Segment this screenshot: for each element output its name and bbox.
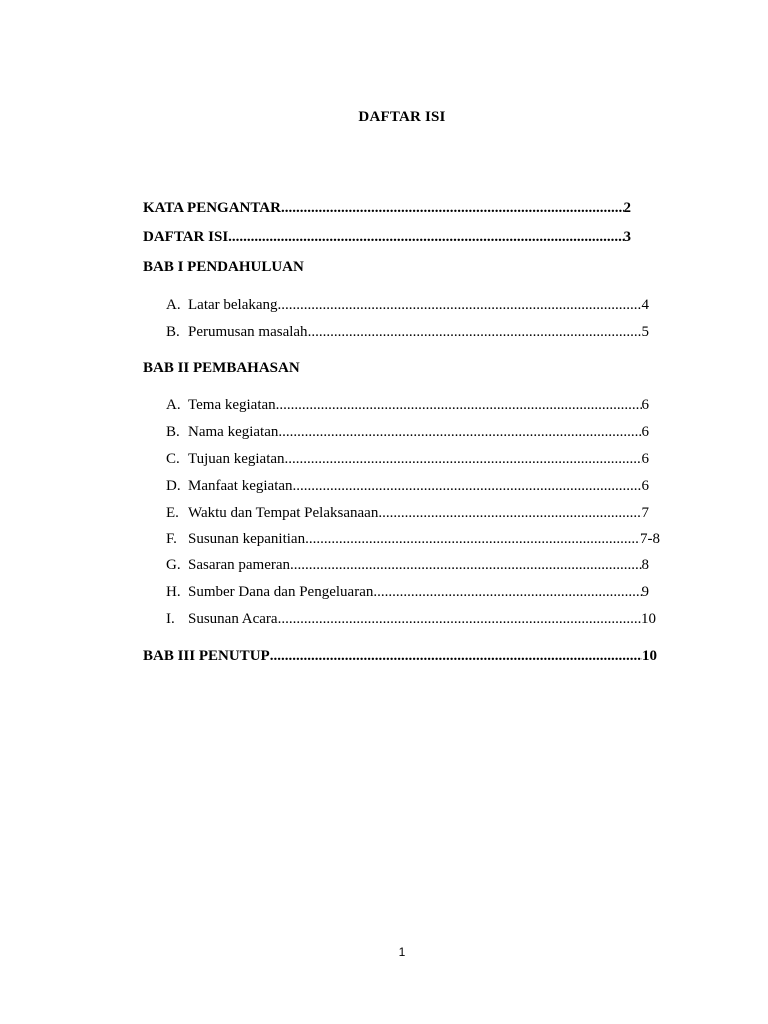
toc-subentry-label: Manfaat kegiatan: [188, 478, 293, 494]
toc-subentry-page: 4: [641, 297, 649, 313]
toc-subentry: [166, 396, 649, 414]
toc-subentry-letter: B.: [166, 424, 180, 440]
dot-leader: [278, 423, 641, 441]
toc-subentry-letter: E.: [166, 505, 179, 521]
dot-leader: [378, 504, 641, 522]
toc-subentry-letter: G.: [166, 557, 181, 573]
toc-subentry: [166, 477, 649, 495]
dot-leader: [276, 396, 642, 414]
toc-subentry: [166, 450, 649, 468]
dot-leader: [373, 583, 641, 601]
toc-subentry-page: 6: [641, 424, 649, 440]
toc-subentry: [166, 530, 660, 548]
toc-subentry-letter: C.: [166, 451, 180, 467]
toc-subentry-page: 7-8: [640, 531, 660, 547]
toc-subentry-letter: D.: [166, 478, 181, 494]
toc-subentry-letter: A.: [166, 297, 181, 313]
toc-subentry-page: 9: [641, 584, 649, 600]
toc-subentry-label: Susunan kepanitian: [188, 531, 306, 547]
toc-entry-label: BAB III PENUTUP: [143, 648, 270, 664]
toc-entry-page: 2: [623, 200, 631, 216]
toc-subentry-label: Sumber Dana dan Pengeluaran: [188, 584, 374, 600]
toc-subentry-label: Susunan Acara: [188, 611, 278, 627]
toc-entry-page: 10: [642, 648, 657, 664]
toc-subentry: [166, 556, 649, 574]
toc-subentry-page: 5: [641, 324, 649, 340]
toc-subentry-page: 6: [641, 451, 649, 467]
dot-leader: [278, 296, 642, 314]
toc-subentry: [166, 610, 656, 628]
toc-subentry: [166, 504, 649, 522]
toc-subentry: [166, 296, 649, 314]
toc-subentry-letter: A.: [166, 397, 181, 413]
dot-leader: [290, 556, 641, 574]
dot-leader: [281, 199, 624, 217]
toc-subentry-label: Tujuan kegiatan: [188, 451, 285, 467]
toc-subentry-page: 6: [641, 397, 649, 413]
toc-entry-label: KATA PENGANTAR: [143, 200, 281, 216]
toc-subentry: [166, 423, 649, 441]
toc-subentry-label: Perumusan masalah: [188, 324, 308, 340]
toc-entry-label: DAFTAR ISI: [143, 229, 229, 245]
chapter-heading-bab2: BAB II PEMBAHASAN: [143, 360, 300, 376]
toc-subentry-page: 10: [641, 611, 656, 627]
toc-subentry-page: 8: [641, 557, 649, 573]
toc-subentry-letter: B.: [166, 324, 180, 340]
toc-entry-daftar-isi: [143, 228, 631, 246]
toc-subentry-page: 7: [641, 505, 649, 521]
dot-leader: [308, 323, 642, 341]
toc-subentry-letter: I.: [166, 611, 175, 627]
toc-entry-kata-pengantar: [143, 199, 631, 217]
dot-leader: [293, 477, 642, 495]
chapter-heading-bab1: BAB I PENDAHULUAN: [143, 259, 304, 275]
toc-subentry-label: Sasaran pameran: [188, 557, 291, 573]
dot-leader: [278, 610, 641, 628]
toc-entry-bab3: [143, 647, 657, 665]
toc-subentry-label: Waktu dan Tempat Pelaksanaan: [188, 505, 379, 521]
dot-leader: [228, 228, 623, 246]
toc-subentry-label: Tema kegiatan: [188, 397, 276, 413]
toc-subentry-label: Nama kegiatan: [188, 424, 279, 440]
dot-leader: [285, 450, 642, 468]
toc-subentry-letter: F.: [166, 531, 177, 547]
dot-leader: [305, 530, 640, 548]
toc-subentry-page: 6: [641, 478, 649, 494]
dot-leader: [270, 647, 642, 665]
toc-subentry: [166, 323, 649, 341]
page-number: 1: [398, 945, 406, 959]
toc-subentry-label: Latar belakang: [188, 297, 278, 313]
toc-subentry-letter: H.: [166, 584, 181, 600]
page-title: DAFTAR ISI: [358, 109, 446, 125]
toc-subentry: [166, 583, 649, 601]
toc-entry-page: 3: [623, 229, 631, 245]
